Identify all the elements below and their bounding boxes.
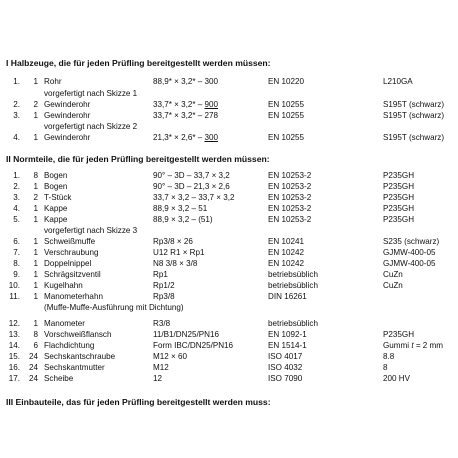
standard: ISO 4017	[268, 352, 303, 361]
material: S195T (schwarz)	[383, 133, 445, 142]
table-row	[0, 318, 458, 329]
part-name: Rohr	[44, 77, 62, 86]
dimension: Rp3/8 × 26	[153, 237, 193, 246]
position-number: 16.	[8, 363, 20, 372]
quantity: 1	[33, 111, 38, 120]
table-row	[0, 291, 458, 302]
standard: betriebsüblich	[268, 281, 318, 290]
standard: EN 10255	[268, 133, 304, 142]
quantity: 1	[33, 182, 38, 191]
standard: betriebsüblich	[268, 319, 318, 328]
part-name: Schweißmuffe	[44, 237, 96, 246]
dimension	[153, 99, 218, 110]
part-name: Flachdichtung	[44, 341, 95, 350]
quantity: 1	[33, 270, 38, 279]
position-number: 4.	[13, 204, 20, 213]
part-name: Gewinderohr	[44, 133, 91, 142]
material: GJMW-400-05	[383, 248, 436, 257]
quantity: 2	[33, 193, 38, 202]
standard: EN 10255	[268, 111, 304, 120]
quantity: 1	[33, 204, 38, 213]
table-row	[0, 247, 458, 258]
material: P235GH	[383, 204, 415, 213]
standard: EN 10253-2	[268, 204, 312, 213]
standard: EN 10255	[268, 100, 304, 109]
quantity: 1	[33, 237, 38, 246]
dimension-prefix: 33,7* × 3,2* –	[153, 100, 205, 109]
part-name: Manometer	[44, 319, 85, 328]
position-number: 8.	[13, 259, 20, 268]
standard: EN 10253-2	[268, 171, 312, 180]
section-1-heading: I Halbzeuge, die für jeden Prüfling bereitgestellt werden müssen:	[6, 58, 271, 68]
table-row	[0, 329, 458, 340]
dimension: Form IBC/DN25/PN16	[153, 341, 234, 350]
material: P235GH	[383, 215, 415, 224]
material	[383, 340, 443, 351]
standard: EN 10253-2	[268, 182, 312, 191]
table-row	[0, 236, 458, 247]
dimension: 90° – 3D – 33,7 × 3,2	[153, 171, 230, 180]
standard: EN 10253-2	[268, 215, 312, 224]
table-row	[0, 351, 458, 362]
position-number: 7.	[13, 248, 20, 257]
row-note: vorgefertigt nach Skizze 2	[44, 122, 138, 131]
dimension: 88,9 × 3,2 – 51	[153, 204, 208, 213]
standard: EN 10253-2	[268, 193, 312, 202]
material: 8	[383, 363, 388, 372]
dimension: M12	[153, 363, 169, 372]
material: P235GH	[383, 182, 415, 191]
material: CuZn	[383, 281, 403, 290]
part-name: Kugelhahn	[44, 281, 83, 290]
quantity: 24	[28, 352, 38, 361]
part-name: Bogen	[44, 171, 68, 180]
dimension: 90° – 3D – 21,3 × 2,6	[153, 182, 230, 191]
material-thickness: = 2 mm	[413, 341, 444, 350]
quantity: 24	[28, 374, 38, 383]
position-number: 12.	[8, 319, 20, 328]
table-row	[0, 192, 458, 203]
table-row	[0, 99, 458, 110]
dimension: R3/8	[153, 319, 171, 328]
position-number: 5.	[13, 215, 20, 224]
quantity: 1	[33, 215, 38, 224]
position-number: 17.	[8, 374, 20, 383]
material: P235GH	[383, 330, 415, 339]
quantity: 1	[33, 281, 38, 290]
table-row	[0, 132, 458, 143]
position-number: 3.	[13, 193, 20, 202]
part-name: Sechskantmutter	[44, 363, 105, 372]
table-row	[0, 76, 458, 87]
section-2-heading: II Normteile, die für jeden Prüfling bereitgestellt werden müssen:	[6, 154, 270, 164]
material: S235 (schwarz)	[383, 237, 440, 246]
dimension: Rp1/2	[153, 281, 175, 290]
table-row	[0, 258, 458, 269]
standard: ISO 7090	[268, 374, 303, 383]
material: 200 HV	[383, 374, 410, 383]
section-3-heading: III Einbauteile, das für jeden Prüfling bereitgestellt werden muss:	[6, 397, 271, 407]
material: P235GH	[383, 193, 415, 202]
standard: betriebsüblich	[268, 270, 318, 279]
material: CuZn	[383, 270, 403, 279]
standard: EN 10242	[268, 259, 304, 268]
part-name: Vorschweißflansch	[44, 330, 112, 339]
quantity: 1	[33, 292, 38, 301]
dimension: 33,7 × 3,2 – 33,7 × 3,2	[153, 193, 235, 202]
row-note: vorgefertigt nach Skizze 3	[44, 226, 138, 235]
dimension: U12 R1 × Rp1	[153, 248, 205, 257]
part-name: Bogen	[44, 182, 68, 191]
position-number: 9.	[13, 270, 20, 279]
table-row	[0, 269, 458, 280]
standard: DIN 16261	[268, 292, 307, 301]
standard: EN 10220	[268, 77, 304, 86]
quantity: 24	[28, 363, 38, 372]
quantity: 1	[33, 77, 38, 86]
position-number: 13.	[8, 330, 20, 339]
quantity: 6	[33, 341, 38, 350]
dimension: 12	[153, 374, 163, 383]
dimension: 88,9 × 3,2 – (51)	[153, 215, 213, 224]
dimension: Rp1	[153, 270, 168, 279]
part-name: Gewinderohr	[44, 100, 91, 109]
quantity: 2	[33, 100, 38, 109]
dimension: 88,9* × 3,2* – 300	[153, 77, 219, 86]
part-name: Kappe	[44, 204, 68, 213]
position-number: 14.	[8, 341, 20, 350]
material: L210GA	[383, 77, 413, 86]
standard: EN 10242	[268, 248, 304, 257]
standard: ISO 4032	[268, 363, 303, 372]
quantity: 1	[33, 133, 38, 142]
dimension: M12 × 60	[153, 352, 187, 361]
part-name: Sechskantschraube	[44, 352, 116, 361]
part-name: Scheibe	[44, 374, 74, 383]
standard: EN 1092-1	[268, 330, 307, 339]
dimension-length: 300	[204, 133, 219, 142]
standard: EN 10241	[268, 237, 304, 246]
position-number: 2.	[13, 100, 20, 109]
part-name: Manometerhahn	[44, 292, 103, 301]
position-number: 2.	[13, 182, 20, 191]
table-row	[0, 214, 458, 225]
quantity: 8	[33, 171, 38, 180]
part-name: Kappe	[44, 215, 68, 224]
material-text: Gummi	[383, 341, 412, 350]
position-number: 6.	[13, 237, 20, 246]
part-name: Verschraubung	[44, 248, 99, 257]
material: GJMW-400-05	[383, 259, 436, 268]
table-row	[0, 373, 458, 384]
row-note: (Muffe-Muffe-Ausführung mit Dichtung)	[44, 303, 184, 312]
material: S195T (schwarz)	[383, 111, 445, 120]
standard: EN 1514-1	[268, 341, 307, 350]
dimension: 33,7* × 3,2* – 278	[153, 111, 219, 120]
position-number: 1.	[13, 77, 20, 86]
quantity: 1	[33, 248, 38, 257]
table-row	[0, 110, 458, 121]
table-row	[0, 170, 458, 181]
quantity: 1	[33, 259, 38, 268]
position-number: 3.	[13, 111, 20, 120]
material: P235GH	[383, 171, 415, 180]
table-row	[0, 181, 458, 192]
table-row	[0, 340, 458, 351]
part-name: T-Stück	[44, 193, 72, 202]
position-number: 1.	[13, 171, 20, 180]
part-name: Schrägsitzventil	[44, 270, 101, 279]
dimension: Rp3/8	[153, 292, 175, 301]
dimension-length: 900	[204, 100, 219, 109]
position-number: 10.	[8, 281, 20, 290]
row-note: vorgefertigt nach Skizze 1	[44, 89, 138, 98]
table-row	[0, 362, 458, 373]
position-number: 11.	[9, 292, 20, 301]
position-number: 4.	[13, 133, 20, 142]
material: 8.8	[383, 352, 395, 361]
dimension: 11/B1/DN25/PN16	[153, 330, 219, 339]
part-name: Gewinderohr	[44, 111, 91, 120]
table-row	[0, 280, 458, 291]
dimension-prefix: 21,3* × 2,6* –	[153, 133, 205, 142]
dimension	[153, 132, 218, 143]
material: S195T (schwarz)	[383, 100, 445, 109]
quantity: 1	[33, 319, 38, 328]
part-name: Doppelnippel	[44, 259, 92, 268]
table-row	[0, 203, 458, 214]
position-number: 15.	[8, 352, 20, 361]
thickness-symbol: t	[411, 341, 414, 350]
dimension: N8 3/8 × 3/8	[153, 259, 198, 268]
quantity: 8	[33, 330, 38, 339]
